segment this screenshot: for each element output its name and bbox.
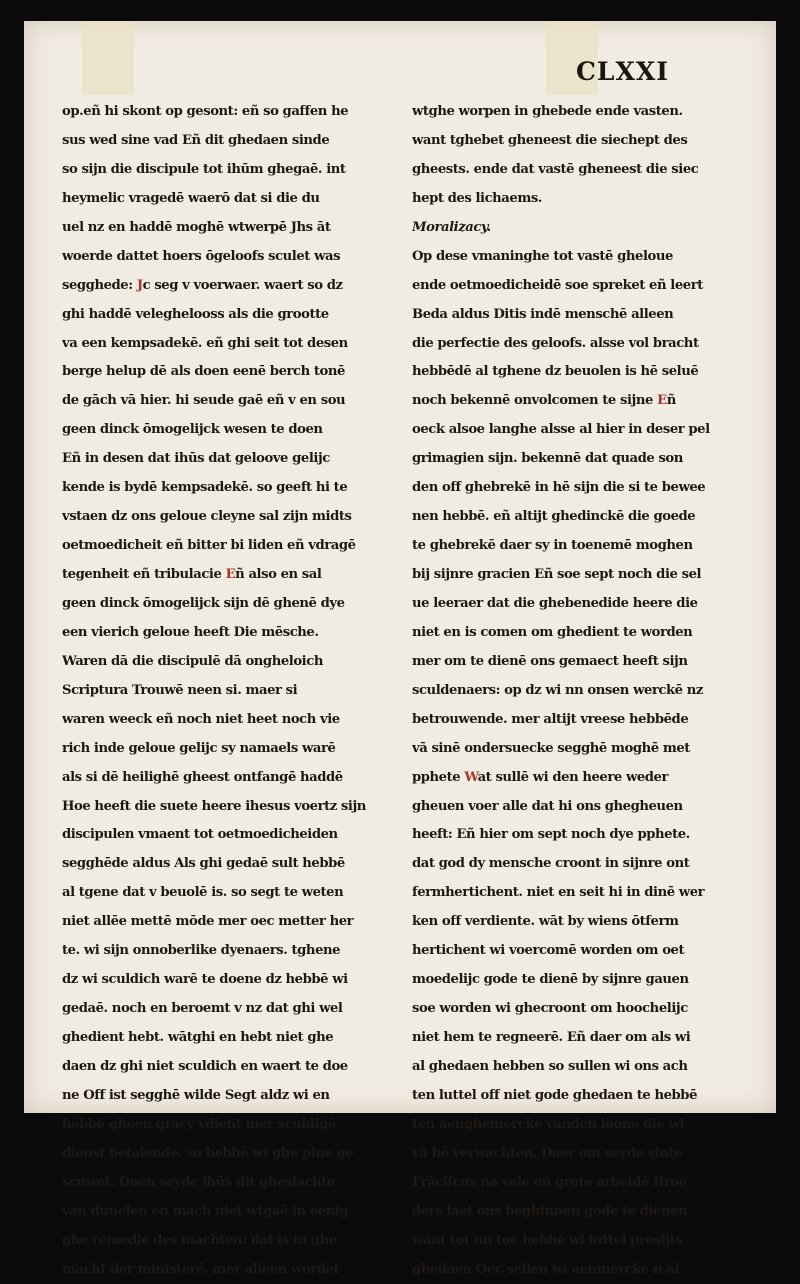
- text-line: pphete Wat sullē wi den heere weder: [412, 764, 734, 793]
- text-line: Moralizacy.: [412, 214, 734, 243]
- text-line: gedaē. noch en beroemt v nz dat ghi wel: [62, 995, 384, 1024]
- text-line: rich inde geloue gelijc sy namaels warē: [62, 735, 384, 764]
- text-line: hertichent wi voercomē worden om oet: [412, 937, 734, 966]
- text-line: moedelijc gode te dienē by sijnre gauen: [412, 966, 734, 995]
- rubricated-initial: J: [137, 278, 143, 293]
- text-line: kende is bydē kempsadekē. so geeft hi te: [62, 474, 384, 503]
- text-line: mer om te dienē ons gemaect heeft sijn: [412, 648, 734, 677]
- text-line: niet en is comen om ghedient te worden: [412, 619, 734, 648]
- text-line: want tghebet gheneest die siechept des: [412, 127, 734, 156]
- text-line: woerde dattet hoers ōgeloofs sculet was: [62, 243, 384, 272]
- text-line: geen dinck ōmogelijck wesen te doen: [62, 416, 384, 445]
- text-line: dat god dy mensche croont in sijnre ont: [412, 850, 734, 879]
- text-line: ue leeraer dat die ghebenedide heere die: [412, 590, 734, 619]
- text-line: berge helup dē als doen eenē berch tonē: [62, 358, 384, 387]
- rubricated-initial: E: [657, 393, 667, 408]
- text-line: ders laet ons beghinnen gode te dienen: [412, 1198, 734, 1227]
- text-line: op.eñ hi skont op gesont: eñ so gaffen he: [62, 98, 384, 127]
- text-line: van duuelen en mach niet wtgaē in eenig: [62, 1198, 384, 1227]
- text-line: Scriptura Trouwē neen si. maer si: [62, 677, 384, 706]
- text-line: macht der ministerē. mer alleen wordet: [62, 1256, 384, 1284]
- text-line: daen dz ghi niet sculdich en waert te doe: [62, 1053, 384, 1082]
- text-line: Op dese vmaninghe tot vastē gheloue: [412, 243, 734, 272]
- rubricated-initial: E: [226, 567, 236, 582]
- text-line: al ghedaen hebben so sullen wi ons ach: [412, 1053, 734, 1082]
- text-line: grimagien sijn. bekennē dat quade son: [412, 445, 734, 474]
- folio-number: CLXXI: [576, 57, 736, 86]
- text-line: al tgene dat v beuolē is. so segt te weten: [62, 879, 384, 908]
- text-line: wtghe worpen in ghebede ende vasten.: [412, 98, 734, 127]
- text-line: vā hē verwachten. Daer om seyde sinte: [412, 1140, 734, 1169]
- text-line: den off ghebrekē in hē sijn die si te bewee: [412, 474, 734, 503]
- text-line: oeck alsoe langhe alsse al hier in deser pel: [412, 416, 734, 445]
- text-line: de gāch vā hier. hi seude gaē eñ v en sou: [62, 387, 384, 416]
- text-line: Frācifcus na vele eñ grote arbeidē Broe: [412, 1169, 734, 1198]
- text-line: Eñ in desen dat ihūs dat geloove gelijc: [62, 445, 384, 474]
- text-line: waren weeck eñ noch niet heet noch vie: [62, 706, 384, 735]
- text-line: sus wed sine vad Eñ dit ghedaen sinde: [62, 127, 384, 156]
- text-line: va een kempsadekē. eñ ghi seit tot desen: [62, 330, 384, 359]
- text-line: te. wi sijn onnoberlike dyenaers. tghene: [62, 937, 384, 966]
- text-line: nen hebbē. eñ altijt ghedinckē die goede: [412, 503, 734, 532]
- text-line: ne Off ist segghē wilde Segt aldz wi en: [62, 1082, 384, 1111]
- text-line: een vierich geloue heeft Die mēsche.: [62, 619, 384, 648]
- text-line: vā sinē ondersuecke segghē moghē met: [412, 735, 734, 764]
- text-line: segghede: Jc seg v voerwaer. waert so dz: [62, 272, 384, 301]
- text-line: Waren dā die discipulē dā ongheloich: [62, 648, 384, 677]
- text-line: als si dē heilighē gheest ontfangē haddē: [62, 764, 384, 793]
- text-line: noch bekennē onvolcomen te sijne Eñ: [412, 387, 734, 416]
- text-line: niet hem te regneerē. Eñ daer om als wi: [412, 1024, 734, 1053]
- text-line: vstaen dz ons geloue cleyne sal zijn midts: [62, 503, 384, 532]
- text-line: Beda aldus Ditis indē menschē alleen: [412, 301, 734, 330]
- text-line: so sijn die discipule tot ihūm ghegaē. int: [62, 156, 384, 185]
- text-line: ghi haddē veleghelooss als die grootte: [62, 301, 384, 330]
- rubricated-initial: W: [464, 770, 477, 785]
- text-line: ghe remedie des machten: dat is in ghe: [62, 1227, 384, 1256]
- text-line: die perfectie des geloofs. alsse vol bracht: [412, 330, 734, 359]
- text-line: Hoe heeft die suete heere ihesus voertz sijn: [62, 793, 384, 822]
- text-line: fermhertichent. niet en seit hi in dinē wer: [412, 879, 734, 908]
- text-line: ken off verdiente. wāt by wiens ōtferm: [412, 908, 734, 937]
- text-line: heeft: Eñ hier om sept noch dye pphete.: [412, 821, 734, 850]
- text-line: gheuen voer alle dat hi ons ghegheuen: [412, 793, 734, 822]
- text-line: segghēde aldus Als ghi gedaē sult hebbē: [62, 850, 384, 879]
- text-line: want tot nu toe hebbē wi luttel prosijts: [412, 1227, 734, 1256]
- text-line: dienst betalende. so hebbē wi ghe pine ge: [62, 1140, 384, 1169]
- text-line: sculdenaers: op dz wi nn onsen werckē nz: [412, 677, 734, 706]
- text-line: te ghebrekē daer sy in toenemē moghen: [412, 532, 734, 561]
- text-line: ten aenghemercke vanden loone die wi: [412, 1111, 734, 1140]
- text-line: oetmoedicheit eñ bitter bi liden eñ vdragē: [62, 532, 384, 561]
- text-line: betrouwende. mer altijt vreese hebbēde: [412, 706, 734, 735]
- text-line: hebbē gheen gracy vdient mer sculdigē: [62, 1111, 384, 1140]
- right-text-column: [412, 98, 734, 1284]
- text-line: hebbēdē al tghene dz beuolen is hē seluē: [412, 358, 734, 387]
- text-line: niet allēe mettē mōde mer oec metter her: [62, 908, 384, 937]
- text-line: heymelic vragedē waerō dat si die du: [62, 185, 384, 214]
- text-line: gheests. ende dat vastē gheneest die siec: [412, 156, 734, 185]
- text-line: discipulen vmaent tot oetmoedicheiden: [62, 821, 384, 850]
- text-line: dz wi sculdich warē te doene dz hebbē wi: [62, 966, 384, 995]
- manuscript-leaf: [24, 21, 776, 1113]
- text-line: geen dinck ōmogelijck sijn dē ghenē dye: [62, 590, 384, 619]
- text-line: ende oetmoedicheidē soe spreket eñ leert: [412, 272, 734, 301]
- text-line: bij sijnre gracien Eñ soe sept noch die sel: [412, 561, 734, 590]
- left-text-column: [62, 98, 384, 1284]
- text-line: hept des lichaems.: [412, 185, 734, 214]
- text-line: tegenheit eñ tribulacie Eñ also en sal: [62, 561, 384, 590]
- text-line: uel nz en haddē moghē wtwerpē Jhs āt: [62, 214, 384, 243]
- text-line: ghedient hebt. wātghi en hebt niet ghe: [62, 1024, 384, 1053]
- text-line: ten luttel off niet gode ghedaen te hebbē: [412, 1082, 734, 1111]
- text-line: soe worden wi ghecroont om hoochelijc: [412, 995, 734, 1024]
- mounting-tape-left: [82, 21, 134, 95]
- text-line: ghedaen Oec sellen wi aenmercke n al: [412, 1256, 734, 1284]
- text-line: scuwet. Doen seyde ihūs dit gheslachte: [62, 1169, 384, 1198]
